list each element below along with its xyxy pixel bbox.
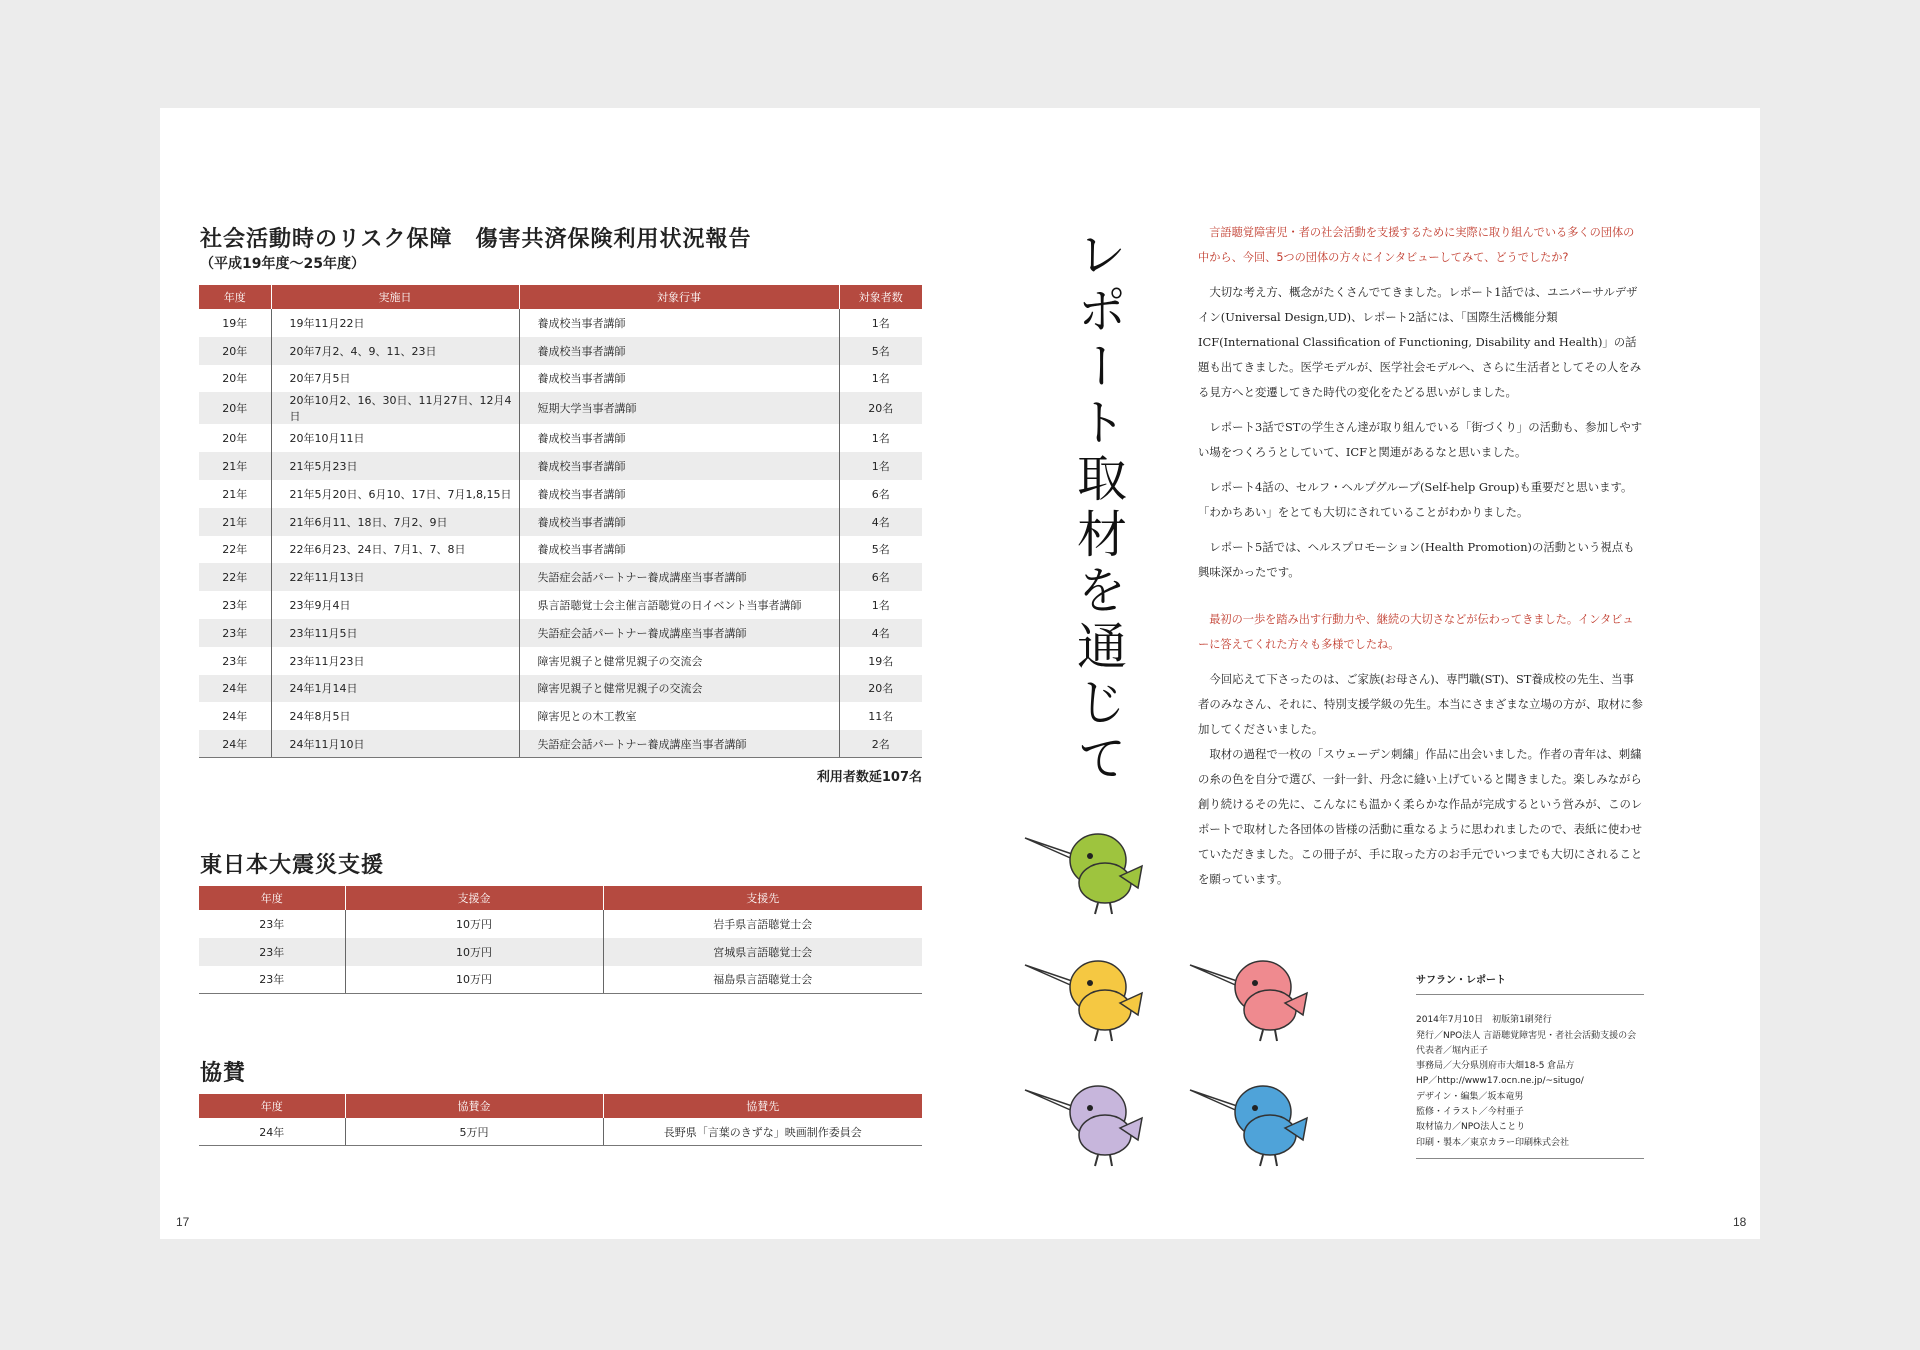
- table-cell: 24年11月10日: [271, 730, 519, 758]
- table-cell: 20年10月2、16、30日、11月27日、12月4日: [271, 392, 519, 424]
- table-cell: 24年: [199, 730, 271, 758]
- table-cell: 失語症会話パートナー養成講座当事者講師: [519, 563, 839, 591]
- table-cell: 22年: [199, 536, 271, 564]
- table-cell: 2名: [839, 730, 922, 758]
- question-2: 最初の一歩を踏み出す行動力や、継続の大切さなどが伝わってきました。インタビューに答えてくれた方々も多様でしたね。: [1198, 613, 1634, 651]
- table-cell: 24年8月5日: [271, 702, 519, 730]
- paragraph: 今回応えて下さったのは、ご家族(お母さん)、専門職(ST)、ST養成校の先生、当事者のみなさん、それに、特別支援学級の先生。本当にさまざまな立場の方が、取材に参加してくださいました。: [1198, 672, 1643, 736]
- table-cell: 養成校当事者講師: [519, 337, 839, 365]
- table-cell: 福島県言語聴覚士会: [603, 966, 922, 994]
- total-users: 利用者数延107名: [816, 770, 922, 785]
- table-cell: 20年10月11日: [271, 424, 519, 452]
- table-cell: 21年: [199, 480, 271, 508]
- paragraph: 取材の過程で一枚の「スウェーデン刺繍」作品に出会いました。作者の青年は、刺繍の糸の色を自分で選び、一針一針、丹念に縫い上げていると聞きました。楽しみながら創り続けるその先に、こんなにも温かく柔らかな作品が完成するという営みが、このレポートで取材した各団体の皆様の活動に重なるように思われましたので、表紙に使わせていただきました。この冊子が、手に取った方のお手元でいつまでも大切にされることを願っています。: [1198, 747, 1643, 886]
- bird-green-illustration: [1020, 808, 1150, 918]
- table-cell: 失語症会話パートナー養成講座当事者講師: [519, 619, 839, 647]
- colophon-line: 印刷・製本／東京カラー印刷株式会社: [1416, 1137, 1570, 1148]
- table-row: [199, 337, 922, 365]
- table-cell: 22年6月23、24日、7月1、7、8日: [271, 536, 519, 564]
- table-cell: 長野県「言葉のきずな」映画制作委員会: [603, 1118, 922, 1146]
- table-cell: 5名: [871, 543, 890, 557]
- table-cell: 障害児親子と健常児親子の交流会: [519, 675, 839, 703]
- page-number-right: 18: [1733, 1215, 1747, 1229]
- quake-table: [199, 886, 922, 994]
- table-row: [199, 508, 922, 536]
- table-cell: 養成校当事者講師: [519, 480, 839, 508]
- insurance-table: [199, 285, 922, 758]
- table-row: [199, 424, 922, 452]
- vertical-title: レポート取材を通じて: [1069, 228, 1127, 788]
- quake-title: 東日本大震災支援: [200, 853, 385, 878]
- table-cell: 23年: [199, 966, 345, 994]
- table-cell: 24年: [199, 1118, 345, 1146]
- paragraph: 大切な考え方、概念がたくさんでてきました。レポート1話では、ユニバーサルデザイン(Universal Design,UD)、レポート2話には、「国際生活機能分類ICF(International Classification of Functioning, Disability and Health)」の話題も出てきました。医学モデルが、医学社会モデルへ、さらに生活者としてその人をみる見方へと変遷してきた時代の変化をたどる思いがしました。: [1198, 285, 1642, 399]
- paragraph: レポート3話でSTの学生さん達が取り組んでいる「街づくり」の活動も、参加しやすい場をつくろうとしていて、ICFと関連があるなと思いました。: [1198, 420, 1643, 459]
- table-cell: 宮城県言語聴覚士会: [603, 938, 922, 966]
- table-row: [199, 910, 922, 938]
- bird-yellow-illustration: [1020, 935, 1150, 1045]
- col-header: 支援金: [345, 886, 603, 910]
- col-header: 支援先: [603, 886, 922, 910]
- page-title: 社会活動時のリスク保障 傷害共済保険利用状況報告: [200, 227, 752, 252]
- bird-lavender-illustration: [1020, 1060, 1150, 1170]
- table-cell: 23年: [199, 647, 271, 675]
- table-cell: 6名: [839, 563, 922, 591]
- table-cell: 19年11月22日: [271, 309, 519, 337]
- colophon-line: 2014年7月10日 初版第1刷発行: [1416, 1015, 1552, 1026]
- col-header: 協賛金: [345, 1094, 603, 1118]
- table-cell: 養成校当事者講師: [519, 452, 839, 480]
- table-cell: 22年11月13日: [271, 563, 519, 591]
- table-row: [199, 1118, 922, 1146]
- table-cell: 養成校当事者講師: [519, 424, 839, 452]
- table-row: [199, 938, 922, 966]
- table-cell: 5名: [839, 337, 922, 365]
- table-row: [199, 365, 922, 393]
- table-row: [199, 536, 922, 564]
- table-row: [199, 702, 922, 730]
- table-cell: 23年: [199, 591, 271, 619]
- table-cell: 24年: [199, 702, 271, 730]
- table-cell: 10万円: [345, 910, 603, 938]
- table-cell: 障害児親子と健常児親子の交流会: [519, 647, 839, 675]
- table-cell: 4名: [839, 619, 922, 647]
- colophon-line: 事務局／大分県別府市大畑18-5 倉品方: [1416, 1061, 1575, 1072]
- col-header: 協賛先: [603, 1094, 922, 1118]
- page-number-left: 17: [176, 1215, 190, 1229]
- table-cell: 23年: [199, 910, 345, 938]
- paragraph: レポート4話の、セルフ・ヘルプグループ(Self-help Group)も重要だと思います。「わかちあい」をとても大切にされていることがわかりました。: [1198, 480, 1633, 519]
- colophon-line: 取材協力／NPO法人ことり: [1416, 1122, 1526, 1133]
- table-row: [199, 591, 922, 619]
- bird-blue-illustration: [1185, 1060, 1315, 1170]
- table-cell: 23年11月23日: [271, 647, 519, 675]
- table-cell: 21年: [199, 508, 271, 536]
- table-cell: 10万円: [345, 966, 603, 994]
- colophon-line: 代表者／堀内正子: [1416, 1045, 1489, 1056]
- table-cell: 20年: [199, 365, 271, 393]
- colophon: [1416, 973, 1644, 1159]
- table-row: [199, 619, 922, 647]
- interview-text: [1198, 220, 1644, 902]
- table-cell: 20年: [199, 424, 271, 452]
- table-cell: 23年11月5日: [271, 619, 519, 647]
- col-header: 実施日: [271, 285, 519, 309]
- table-cell: 失語症会話パートナー養成講座当事者講師: [519, 730, 839, 758]
- table-cell: 養成校当事者講師: [519, 309, 839, 337]
- table-cell: 23年: [199, 619, 271, 647]
- table-cell: 1名: [839, 452, 922, 480]
- table-row: [199, 647, 922, 675]
- table-cell: 6名: [871, 487, 890, 501]
- paragraph: レポート5話では、ヘルスプロモーション(Health Promotion)の活動という視点も興味深かったです。: [1198, 540, 1635, 579]
- table-cell: 21年6月11、18日、7月2、9日: [271, 508, 519, 536]
- table-cell: 養成校当事者講師: [519, 536, 839, 564]
- table-row: [199, 675, 922, 703]
- question-1: 言語聴覚障害児・者の社会活動を支援するために実際に取り組んでいる多くの団体の中から、今回、5つの団体の方々にインタビューしてみて、どうでしたか?: [1198, 226, 1635, 264]
- table-cell: 20年: [199, 392, 271, 424]
- table-cell: 19年: [199, 309, 271, 337]
- table-cell: 県言語聴覚士会主催言語聴覚の日イベント当事者講師: [519, 591, 839, 619]
- col-header: 年度: [199, 1094, 345, 1118]
- table-cell: 20年7月2、4、9、11、23日: [271, 337, 519, 365]
- table-cell: 1名: [871, 432, 890, 446]
- table-cell: 20名: [839, 675, 922, 703]
- col-header: 対象者数: [839, 285, 922, 309]
- table-row: [199, 480, 922, 508]
- table-row: [199, 730, 922, 758]
- table-row: [199, 966, 922, 994]
- bird-pink-illustration: [1185, 935, 1315, 1045]
- col-header: 年度: [199, 886, 345, 910]
- table-cell: 10万円: [345, 938, 603, 966]
- table-cell: 20年: [199, 337, 271, 365]
- table-cell: 24年: [199, 675, 271, 703]
- table-cell: 20名: [839, 392, 922, 424]
- table-cell: 養成校当事者講師: [519, 365, 839, 393]
- table-cell: 23年9月4日: [271, 591, 519, 619]
- sponsor-table: [199, 1094, 922, 1146]
- table-cell: 養成校当事者講師: [519, 508, 839, 536]
- table-cell: 21年5月23日: [271, 452, 519, 480]
- colophon-line: HP／http://www17.ocn.ne.jp/~situgo/: [1416, 1076, 1584, 1087]
- table-cell: 24年1月14日: [271, 675, 519, 703]
- colophon-line: デザイン・編集／坂本竜男: [1416, 1091, 1524, 1102]
- page-subtitle: （平成19年度〜25年度）: [200, 256, 365, 272]
- table-row: [199, 563, 922, 591]
- table-cell: 22年: [199, 563, 271, 591]
- table-cell: 岩手県言語聴覚士会: [713, 917, 813, 931]
- table-cell: 1名: [871, 372, 890, 386]
- table-cell: 短期大学当事者講師: [519, 392, 839, 424]
- col-header: 年度: [199, 285, 271, 309]
- table-cell: 21年: [199, 452, 271, 480]
- table-cell: 11名: [868, 710, 894, 724]
- colophon-title: サフラン・レポート: [1416, 973, 1644, 995]
- col-header: 対象行事: [519, 285, 839, 309]
- table-cell: 20年7月5日: [271, 365, 519, 393]
- table-cell: 5万円: [345, 1118, 603, 1146]
- table-cell: 23年: [199, 938, 345, 966]
- table-row: [199, 392, 922, 424]
- sponsor-title: 協賛: [200, 1061, 247, 1086]
- table-cell: 4名: [839, 508, 922, 536]
- table-cell: 1名: [871, 599, 890, 613]
- table-cell: 21年5月20日、6月10、17日、7月1,8,15日: [271, 480, 519, 508]
- colophon-divider: [1416, 1151, 1644, 1159]
- table-row: [199, 452, 922, 480]
- table-cell: 1名: [871, 316, 890, 330]
- colophon-line: 発行／NPO法人 言語聴覚障害児・者社会活動支援の会: [1416, 1030, 1637, 1041]
- table-cell: 19名: [868, 654, 894, 668]
- table-row: [199, 309, 922, 337]
- colophon-line: 監修・イラスト／今村亜子: [1416, 1107, 1524, 1118]
- table-cell: 障害児との木工教室: [519, 702, 839, 730]
